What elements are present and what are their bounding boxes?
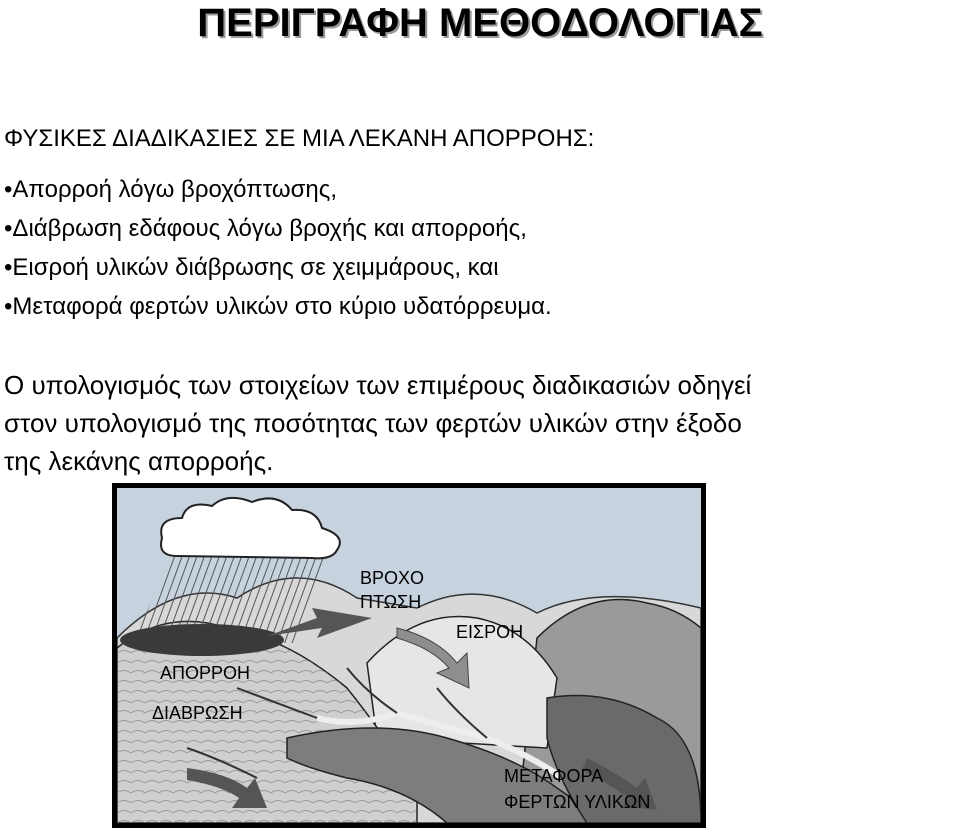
list-item: • Εισροή υλικών διάβρωσης σε χειμμάρους, και: [4, 248, 552, 287]
section-heading: ΦΥΣΙΚΕΣ ΔΙΑΔΙΚΑΣΙΕΣ ΣΕ ΜΙΑ ΛΕΚΑΝΗ ΑΠΟΡΡΟΗΣ:: [4, 125, 595, 152]
wet-area: [120, 624, 284, 656]
label-rainfall-line1: ΒΡΟΧΟ: [360, 568, 425, 588]
label-inflow: ΕΙΣΡΟΗ: [456, 622, 524, 642]
label-transport-line2: ΦΕΡΤΩΝ ΥΛΙΚΩΝ: [504, 792, 651, 812]
list-item: • Μεταφορά φερτών υλικών στο κύριο υδατόρρευμα.: [4, 287, 552, 326]
label-rainfall-line2: ΠΤΩΣΗ: [360, 592, 422, 612]
label-runoff: ΑΠΟΡΡΟΗ: [160, 663, 251, 683]
watershed-illustration: [112, 483, 706, 828]
label-transport-line1: ΜΕΤΑΦΟΡΑ: [504, 766, 604, 786]
paragraph-line: της λεκάνης απορροής.: [4, 446, 274, 476]
description-paragraph: [4, 366, 960, 480]
list-item: • Απορροή λόγω βροχόπτωσης,: [4, 170, 552, 209]
paragraph-line: στον υπολογισμό της ποσότητας των φερτών υλικών στην έξοδο: [4, 408, 742, 438]
process-list: [4, 170, 552, 326]
list-item: • Διάβρωση εδάφους λόγω βροχής και απορροής,: [4, 209, 552, 248]
page-title: ΠΕΡΙΓΡΑΦΗ ΜΕΘΟΔΟΛΟΓΙΑΣ: [197, 1, 763, 45]
watershed-drawing: [117, 488, 701, 823]
paragraph-line: Ο υπολογισμός των στοιχείων των επιμέρους διαδικασιών οδηγεί: [4, 370, 752, 400]
label-erosion: ΔΙΑΒΡΩΣΗ: [152, 703, 243, 723]
